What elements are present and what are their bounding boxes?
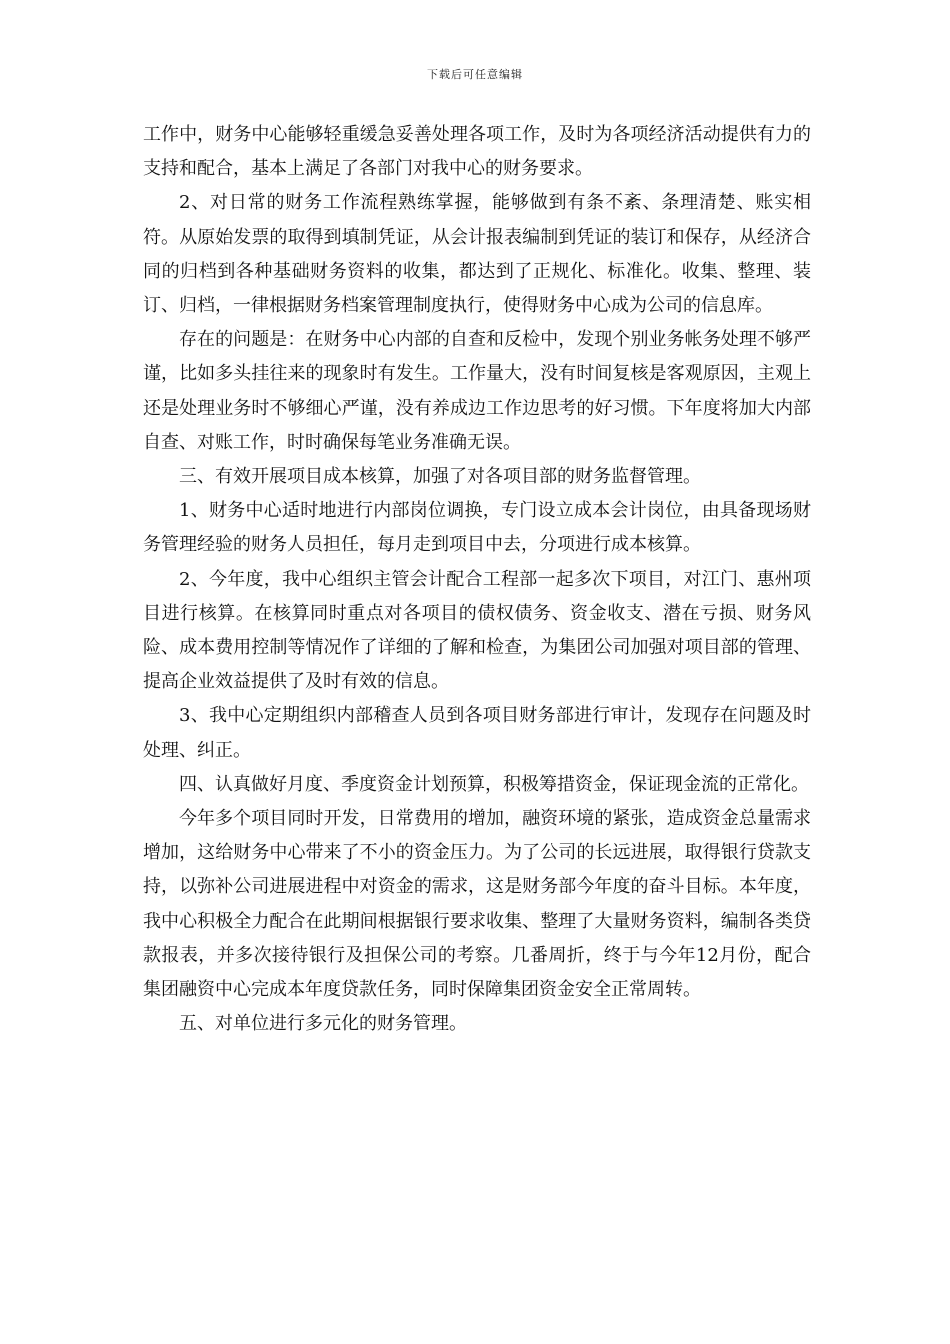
section-heading: 三、有效开展项目成本核算，加强了对各项目部的财务监督管理。: [179, 466, 701, 488]
paragraph: 2、对日常的财务工作流程熟练掌握，能够做到有条不紊、条理清楚、账实相符。从原始发票的取得到填制凭证，从会计报表编制到凭证的装订和保存，从经济合同的归档到各种基础财务资料的收集，都达到了正规化、标准化。收集、整理、装订、归档，一律根据财务档案管理制度执行，使得财务中心成为公司的信息库。: [143, 192, 811, 317]
section-heading: 五、对单位进行多元化的财务管理。: [179, 1013, 467, 1035]
paragraph: 1、财务中心适时地进行内部岗位调换，专门设立成本会计岗位，由具备现场财务管理经验的财务人员担任，每月走到项目中去，分项进行成本核算。: [143, 500, 811, 556]
paragraph: 3、我中心定期组织内部稽查人员到各项目财务部进行审计，发现存在问题及时处理、纠正。: [143, 705, 811, 761]
document-body: [143, 118, 811, 1041]
paragraph: 存在的问题是：在财务中心内部的自查和反检中，发现个别业务帐务处理不够严谨，比如多头挂往来的现象时有发生。工作量大，没有时间复核是客观原因，主观上还是处理业务时不够细心严谨，没有养成边工作边思考的好习惯。下年度将加大内部自查、对账工作，时时确保每笔业务准确无误。: [143, 329, 811, 453]
paragraph: 2、今年度，我中心组织主管会计配合工程部一起多次下项目，对江门、惠州项目进行核算。在核算同时重点对各项目的债权债务、资金收支、潜在亏损、财务风险、成本费用控制等情况作了详细的了解和检查，为集团公司加强对项目部的管理、提高企业效益提供了及时有效的信息。: [143, 568, 811, 693]
page-header: 下载后可任意编辑: [427, 68, 523, 81]
paragraph: 今年多个项目同时开发，日常费用的增加，融资环境的紧张，造成资金总量需求增加，这给财务中心带来了不小的资金压力。为了公司的长远进展，取得银行贷款支持，以弥补公司进展进程中对资金的需求，这是财务部今年度的奋斗目标。本年度，我中心积极全力配合在此期间根据银行要求收集、整理了大量财务资料，编制各类贷款报表，并多次接待银行及担保公司的考察。几番周折，终于与今年12月份，配合集团融资中心完成本年度贷款任务，同时保障集团资金安全正常周转。: [143, 808, 811, 1001]
paragraph-continuation: 工作中，财务中心能够轻重缓急妥善处理各项工作，及时为各项经济活动提供有力的支持和配合，基本上满足了各部门对我中心的财务要求。: [143, 124, 811, 180]
section-heading: 四、认真做好月度、季度资金计划预算，积极筹措资金，保证现金流的正常化。: [179, 773, 809, 795]
